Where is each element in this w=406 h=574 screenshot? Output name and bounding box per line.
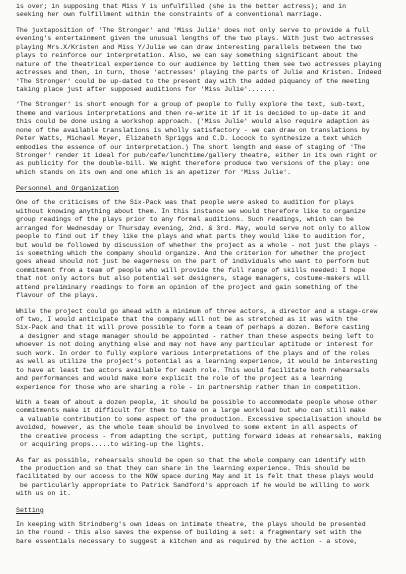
- text-line: avoided, however, as the whole team should be involved to some extent in all aspects of: [16, 424, 358, 432]
- juxtaposition-paragraph: [16, 27, 393, 95]
- text-line: goes ahead should not just be eagerness on the part of individuals who want to perform but: [16, 258, 370, 266]
- text-line: but would be followed by discussion of whether the project as a whole - not just the plays -: [16, 241, 378, 249]
- text-line: commitments make it difficult for them to take on a large workload but who can still make: [16, 407, 366, 415]
- text-line: as publicity for the double-bill. We might therefore produce two versions of the play: one: [16, 160, 370, 168]
- text-line: With a team of about a dozen people, it should be possible to accommodate people whose other: [16, 398, 378, 406]
- text-line: In keeping with Strindberg's own ideas on intimate theatre, the plays should be presented: [16, 520, 366, 528]
- team-paragraph: [16, 399, 393, 450]
- intro-paragraph: [16, 3, 393, 20]
- text-line: arranged for Wednesday or Thursday evening, 2nd. & 3rd. May, would serve not only to allow: [16, 224, 370, 232]
- text-line: whoever is not doing anything else and may not have any particular aptitude or interest for: [16, 341, 374, 349]
- text-line: nature of the theatrical experience to our audience by letting them see two actresses playing: [16, 60, 382, 68]
- text-line: Stronger' render it ideal for pub/cafe/lunchtime/gallery theatre, either in its own right or: [16, 152, 378, 159]
- setting-paragraph: [16, 521, 393, 546]
- text-line: Six-Pack and that it will prove possible to form a team of perhaps a dozen. Before casting: [16, 324, 370, 332]
- text-line: Peter Watts, Michael Meyer, Elizabeth Spriggs and C.D. Locock to synthesize a text which: [16, 135, 362, 143]
- text-line: actresses and then, in turn, those 'actresses' playing the parts of Julie and Kristen. Indeed: [16, 69, 382, 77]
- text-line: that not only actors but also potential set designers, stage managers, costume-makers will: [16, 275, 370, 283]
- text-line: bare essentials necessary to suggest a kitchen and as required by the action - a stove,: [16, 537, 358, 545]
- text-line: group readings of the plays prior to any formal auditions. Such readings, which can be: [16, 216, 354, 224]
- text-line: playing Mrs.X/Kristen and Miss Y/Julie we can draw interesting parallels between the two: [16, 43, 362, 51]
- text-line: without knowing anything about them. In this instance we would therefore like to organize: [16, 207, 366, 215]
- text-line: While the project could go ahead with a minimum of three actors, a director and a stage-crew: [16, 307, 378, 315]
- text-line: taking place just after supposed auditions for 'Miss Julie'.......: [16, 85, 276, 93]
- text-line: or acquiring props.....to wiring-up the lights.: [16, 441, 205, 449]
- text-line: experience for those who are sharing a role - in partnership rather than in competition.: [16, 383, 362, 391]
- text-line: with us on it.: [16, 490, 72, 498]
- text-line: embodies the essence of our interpretation.) The short length and ease of staging of 'The: [16, 143, 366, 151]
- text-line: seeking her own fulfillment within the constraints of a conventional marriage.: [16, 11, 323, 19]
- text-line: flavour of the plays.: [16, 292, 99, 300]
- text-line: a valuable contribution to some aspect of the production. Excessive specialisation should be: [16, 415, 382, 423]
- text-line: commitment from a team of people who will provide the full range of skills needed: I hope: [16, 266, 366, 274]
- text-line: facilitated by our access to the NOW space during May and it is felt that these plays would: [16, 473, 374, 481]
- text-line: 'The Stronger' could be up-dated to the present day with the added piquancy of the meeting: [16, 77, 370, 85]
- text-line: to have at least two actors available for each role. This would facilitate both rehearsals: [16, 366, 370, 374]
- text-line: evening's entertainment given the unusual lengths of the two plays. With just two actresses: [16, 35, 374, 43]
- text-line: One of the criticisms of the Six-Pack was that people were asked to audition for plays: [16, 199, 354, 207]
- text-line: and performances and would make more explicit the role of the project as a learning: [16, 375, 343, 383]
- text-line: in the round - this also saves the expense of building a set: a fragmentary set with the: [16, 529, 362, 537]
- text-line: plays to reinforce our interpretation. Also, we can say something significant about the: [16, 52, 358, 60]
- personnel-heading: Personnel and Organization: [16, 185, 119, 193]
- text-line: As far as possible, rehearsals should be open so that the whole company can identify with: [16, 456, 366, 464]
- text-line: The juxtaposition of 'The Stronger' and 'Miss Julie' does not only serve to provide a full: [16, 26, 370, 34]
- rehearsals-paragraph: [16, 457, 393, 499]
- text-line: the production and so that they can share in the learning experience. This should be: [16, 465, 350, 472]
- text-line: a designer and stage manager should be appointed - rather than these aspects being left to: [16, 332, 374, 340]
- text-line: people to find out if they like the plays and what parts they would like to audition for,: [16, 233, 366, 241]
- text-line: attend preliminary readings to form an opinion of the project and gain something of the: [16, 283, 358, 291]
- text-line: the creative process - from adapting the script, putting forward ideas at rehearsals, making: [16, 432, 382, 440]
- text-line: this could be done using a workshop approach. ('Miss Julie' would also require adaption as: [16, 118, 370, 126]
- text-line: as well as utilize the project's potential as a learning experience, it would be interesting: [16, 358, 378, 366]
- text-line: which stands on its own and one which is an apetizer for 'Miss Julie'.: [16, 168, 292, 176]
- stage-crew-paragraph: [16, 308, 393, 392]
- text-line: theme and various interpretations and then re-write it if it is decided to up-date it and: [16, 109, 366, 117]
- stronger-paragraph: [16, 101, 393, 177]
- text-line: be particularly appropriate to Patrick Sandford's approach if he would be willing to work: [16, 481, 370, 489]
- text-line: none of the available translations is wholly satisfactory - we can draw on translations by: [16, 126, 370, 134]
- text-line: of two, I would anticipate that the company will not be as stretched as it was with the: [16, 316, 358, 323]
- setting-heading: Setting: [16, 506, 44, 514]
- text-line: 'The Stronger' is short enough for a group of people to fully explore the text, sub-text,: [16, 101, 366, 109]
- text-line: such work. In order to fully explore various interpretations of the plays and of the roles: [16, 349, 370, 357]
- text-line: is over; in supposing that Miss Y is unfulfilled (she is the better actress); and in: [16, 3, 347, 10]
- criticisms-paragraph: [16, 199, 393, 300]
- text-line: is something which the company should organize. And the criterion for whether the project: [16, 249, 366, 257]
